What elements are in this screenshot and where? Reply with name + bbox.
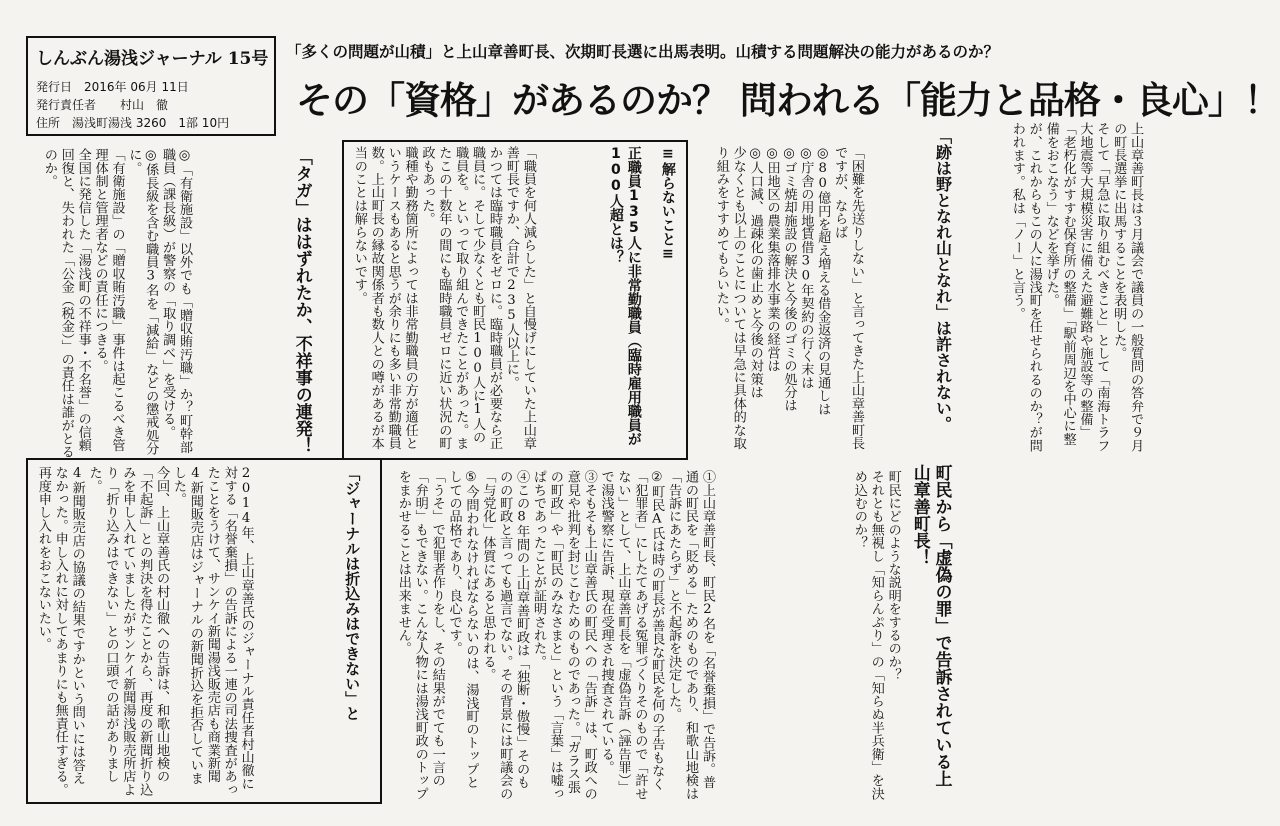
section2-subhead: 正職員135人に非常勤職員（臨時雇用職員が100人超とは？ [607, 146, 642, 446]
masthead-box [26, 36, 276, 136]
bottom-items: ①上山章善町長、町民2名を「名誉棄損」で告訴。普通の町民を「貶める」ためのものであり、和歌山地検は「告訴にあたらず」と不起訴を決定した。 ②町民A氏は時の町長が善良な町民を何の子告もなく「犯罪者」にしたてあげる冤罪づくりそのもので「許せない」として、上山章善町長を「虚偽告訴（誣告罪）」で湯浅警察に告訴、現在受理され捜査されている。 ③そもそも上山章善氏の町民への「告訴」は、町政への意見や批判を封じこむためのものであった。「ガラス張の町政」や「町民のみなさまと」という「言葉」は嘘っぱちであったことが証明された。 ④この8年間の上山章善町政は「独断・傲慢」そのものの町政と言っても過言でない。その背景には町議会の「与党化」体質にあると思われる。 ⑤今問われなければならないのは、湯浅町のトップとしての品格であり、良心です。 「うそ」で犯罪者作りをし、その結果がでても一言の「弁明」もできない。こんな人物には湯浅町政のトップをまかせることは出来ません。 [395, 470, 715, 800]
masthead-title: しんぶん湯浅ジャーナル 15号 [36, 49, 269, 69]
issue-date: 発行日 2016年 06月 11日 [36, 80, 189, 94]
section1-heading: 「跡は野となれ山となれ」は許されない。 [933, 128, 953, 432]
section1-body: 「困難を先送りしない」と言ってきた上山章善町長ですが、ならば ◎80億円を超え増える借金返済の見通しは ◎庁舎の用地賃借30年契約の行く末は ◎ゴミ焼却施設の解決と今後のゴミの処分は ◎田地区の農業集落排水事業の経営は ◎人口減、過疎化の歯止めと今後の対策は 少なくとも以上のことについては早急に具体的な取り組みをすすめてもらいたい。 [713, 146, 865, 450]
journal-body: 2014年、上山章善氏のジャーナル責任者村山徹に対する「名誉棄損」の告訴による一連の司法捜査があったことをうけて、サンケイ新聞湯浅販売店も商業新聞4新聞販売店はジャーナルの新聞折込を拒否していました。 今回、上山章善氏の村山徹への告訴は、和歌山地検の「不起訴」との判決を得たことから、再度の新聞折り込みを申し入れていましたがサンケイ新聞湯浅販売所店より「折り込みはできない」との口頭での話がありました。 4新聞販売店の協議の結果ですかという問いには答えなかった。申し入れに対してあまりにも無責任すぎる。再度申し入れをおこないたい。 [35, 466, 254, 796]
section3-heading: 「タガ」ははずれたか、不祥事の連発！ [291, 148, 312, 454]
publisher: 発行責任者 村山 徹 [36, 98, 169, 112]
bottom-intro: 町民にどのような説明をするのか？ それとも無視し「知らんぷり」の「知らぬ半兵衛」を決め込むのか？ [851, 470, 901, 800]
section2-heading: ≡解らないこと≡ [659, 146, 676, 262]
sub-headline: 「多くの問題が山積」と上山章善町長、次期町長選に出馬表明。山積する問題解決の能力があるのか？ [286, 43, 1000, 61]
address: 住所 湯浅町湯浅 3260 1部 10円 [36, 116, 230, 130]
bottom-heading: 町民から「虚偽の罪」で告訴されている上山章善町長！ [909, 464, 952, 787]
main-headline: その「資格」があるのか？ 問われる「能力と品格・良心」！ [296, 79, 1280, 122]
journal-heading: 「ジャーナルは折込みはできない」と [343, 466, 362, 721]
section2-body: 「職員を何人減らした」と自慢げにしていた上山章善町長ですか、合計で235人以上に。 かつては臨時職員をゼロに。臨時職員が必要なら正職員に。そして少なくとも町民100人に1人の職員を。といって取り組んできたことがあった。またこの十数年の間にも臨時職員ゼロに近い状況の町政もあった。 職種や勤務箇所によっては非常勤職員の方が適任というケースもあると思うが余りにも多い非常勤職員数。上山町長の縁故関係者も数人との噂があるが本当のことは解らないです。 [351, 146, 536, 450]
section3-body: ◎「有衛施設」以外でも「贈収賄汚職」か？町幹部職員（課長級）が警察の「取り調べ」を受ける。 ◎係長級を含む職員3名を「減給」などの懲戒処分に。 「有衛施設」の「贈収賄汚職」事件は起こるべき管理体制と管理者などの責任につきる。 全国に発信した「湯浅町の不祥事・不名誉」の信頼回復と、失われた「公金（税金）」の責任は誰がとるのか。 [41, 148, 193, 459]
intro-paragraph: 上山章善町長は３月議会で議員の一般質問の答弁で９月の町長選挙に出馬することを表明した。 そして「早急に取り組むべきこと」として「南海トラフ大地震等大規模災害に備えた避難路や施設等の整備」「老朽化がすすむ保育所の整備」「駅前周辺を中心に整備をおこなう」などを挙げた。 が、これからもこの人に湯浅町を任せられるのか？が問われます。私は「ノー」と言う。 [1009, 122, 1144, 452]
